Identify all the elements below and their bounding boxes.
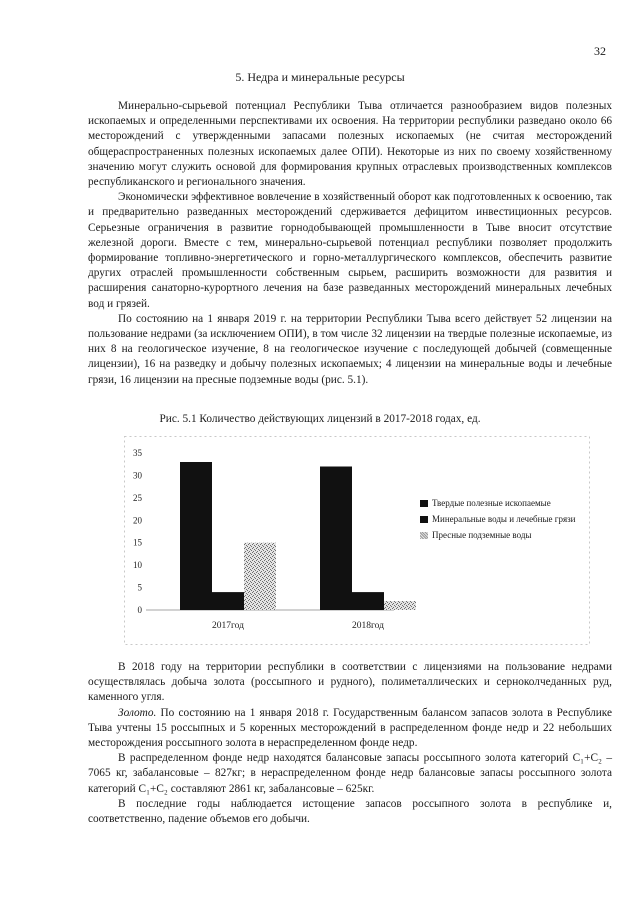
chart-legend [420,498,590,546]
bar-1-1 [180,462,212,610]
paragraph: Экономически эффективное вовлечение в хозяйственный оборот как подготовленных к освоению, так и предварительно разведанных месторождений сдерживается дефицитом инвестиционных ресурсов. Серьезные ограничения в развитие горнодобывающей промышленности в Тыве вносит отсутствие железной дороги. Вместе с тем, минерально-сырьевой потенциал республики позволяет продолжить формирование топливно-энергетического и горно-металлургического комплексов, обеспечить развитие других отраслей промышленности собственным сырьем, расширить возможности для развития и расширения санаторно-курортного лечения на базе разведанных месторождений минеральных лечебных вод и грязей. [88,191,612,310]
y-tick-label: 5 [137,582,142,593]
paragraph: В 2018 году на территории республики в соответствии с лицензиями на пользование недрами осуществлялась добыча золота (россыпного и рудного), полиметаллических и серноколчеданных руд, каменного угля. [88,661,612,704]
paragraph: По состоянию на 1 января 2019 г. на территории Республики Тыва всего действует 52 лицензии на пользование недрами (за исключением ОПИ), в том числе 32 лицензии на твердые полезные ископаемые, из них 8 на геологическое изучение, 8 на геологическое изучение с последующей добычей (совмещенные лицензии), 16 на разведку и добычу полезных ископаемых; 4 лицензии на минеральные воды и лечебные грязи, 16 лицензии на пресные подземные воды (рис. 5.1). [88,312,612,386]
bar-2-1 [212,592,244,610]
x-tick-label: 2018год [352,621,384,631]
legend-item [420,514,590,525]
y-tick-label: 15 [133,537,142,548]
paragraph: В распределенном фонде недр находятся балансовые запасы россыпного золота категорий C₁+C₂ – 7065 кг, забалансовые – 827кг; в нераспределенном фонде недр балансовые запасы россыпного золота категорий C₁+C₂ составляют 2861 кг, забалансовые – 625кг. [88,752,612,795]
paragraph-gold [88,706,612,752]
bar-3-1 [244,543,276,610]
legend-swatch [420,532,428,539]
license-chart [124,436,590,645]
y-tick-labels [133,448,143,615]
figure-caption: Рис. 5.1 Количество действующих лицензий в 2017-2018 годах, ед. [159,413,481,425]
x-tick-labels [212,621,384,631]
page-number: 32 [594,44,606,58]
intro-text [88,99,612,388]
gold-text: По состоянию на 1 января 2018 г. Государственным балансом запасов золота в Республике Тыва учтены 15 россыпных и 5 коренных месторождений в распределенном фонде недр и 22 небольших месторождения россыпного золота в нераспределенном фонде недр. [88,706,612,750]
body-text [88,660,612,827]
legend-label: Минеральные воды и лечебные грязи [432,514,576,524]
y-tick-label: 10 [133,560,142,571]
y-tick-label: 30 [133,470,142,481]
paragraph: Минерально-сырьевой потенциал Республики Тыва отличается разнообразием видов полезных ископаемых и определенными перспективами их освоения. На территории республики разведано около 66 месторождений с утвержденными запасами полезных ископаемых (не считая месторождений общераспространенных полезных ископаемых далее ОПИ). Некоторые из них по своему хозяйственному значению могут служить основой для формирования крупных отраслевых производственных комплексов республиканского и регионального значения. [88,100,612,189]
gold-label: Золото. [118,706,157,719]
y-tick-label: 20 [133,515,142,526]
legend-item [420,530,590,541]
paragraph: В последние годы наблюдается истощение запасов россыпного золота в республике и, соответственно, падение объемов его добычи. [88,797,612,826]
legend-swatch [420,500,428,507]
bar-series [180,462,416,610]
x-tick-label: 2017год [212,621,244,631]
y-tick-label: 0 [137,605,142,615]
bar-1-2 [320,467,352,611]
legend-label: Твердые полезные ископаемые [432,498,551,508]
y-tick-label: 35 [133,448,142,458]
legend-label: Пресные подземные воды [432,530,532,540]
legend-swatch [420,516,428,523]
section-title: 5. Недра и минеральные ресурсы [235,70,405,84]
bar-3-2 [384,601,416,610]
bar-2-2 [352,592,384,610]
legend-item [420,498,590,509]
y-tick-label: 25 [133,492,142,503]
